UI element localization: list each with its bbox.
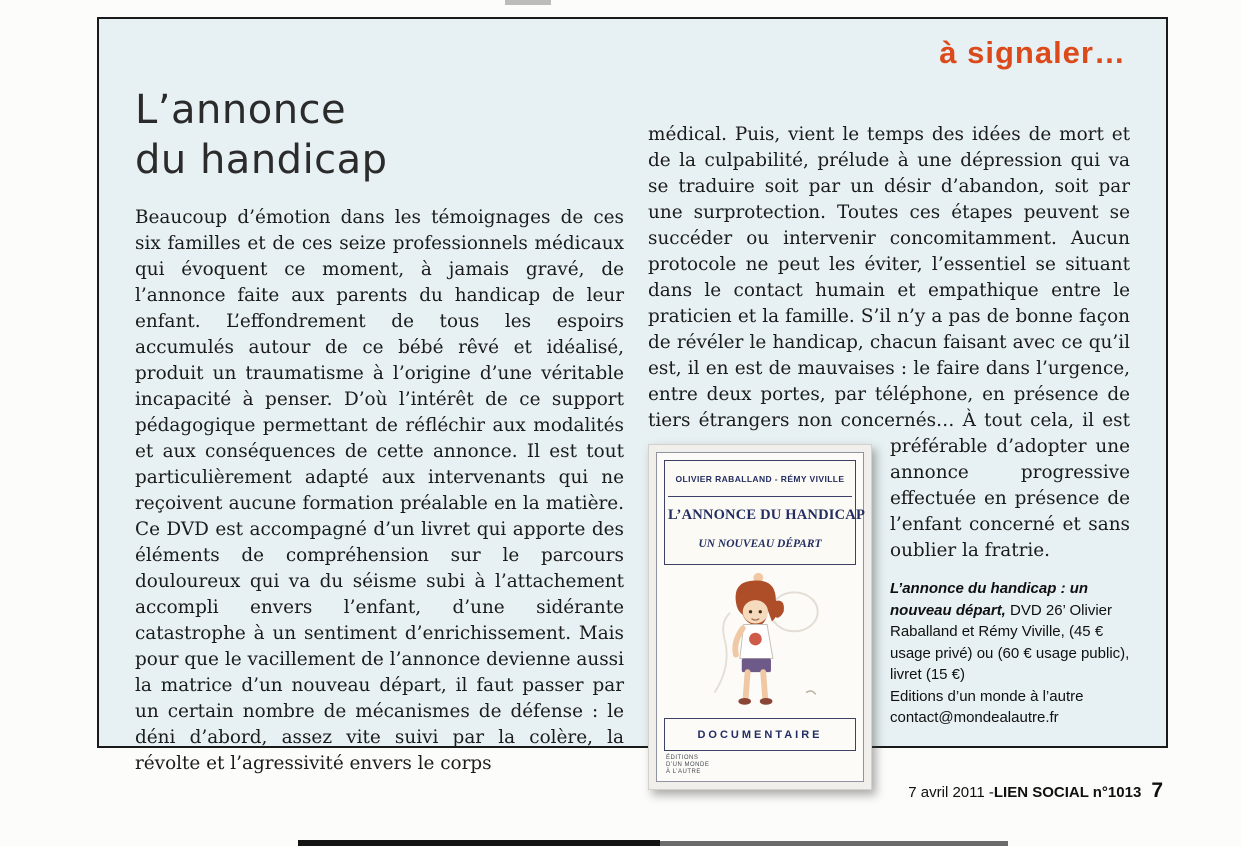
caption-email: contact@mondealautre.fr	[890, 709, 1059, 726]
article-panel	[97, 17, 1168, 775]
dvd-cover-title: L’ANNONCE DU HANDICAP	[668, 507, 866, 523]
caption-details: DVD 26’ Olivier Raballand et Rémy Viville, (45 € usage privé) ou (60 € usage public), livret (15 €)	[890, 601, 1130, 683]
caption-title: L’annonce du handicap : un nouveau départ,	[890, 580, 1089, 619]
publisher-line2: D’UN MONDE	[666, 762, 710, 768]
article-title-line1: L’annonce	[135, 87, 347, 133]
scan-artifact-top-mark	[505, 0, 551, 5]
scan-artifact-bar-gray	[660, 841, 1008, 846]
footer-page-number: 7	[1151, 779, 1163, 802]
publisher-line1: ÉDITIONS	[666, 755, 699, 761]
scan-artifact-bar-dark	[298, 840, 660, 846]
girl-drawing-icon	[697, 568, 824, 714]
article-title-line2: du handicap	[135, 137, 388, 183]
dvd-cover-illustration	[664, 568, 856, 716]
caption-publisher: Editions d’un monde à l’autre	[890, 687, 1084, 705]
footer-magazine-issue: LIEN SOCIAL n°1013	[993, 784, 1142, 801]
dvd-cover-header	[664, 460, 866, 565]
dvd-cover-genre: DOCUMENTAIRE	[664, 718, 856, 751]
dvd-cover-subtitle: UN NOUVEAU DÉPART	[698, 538, 822, 550]
article-title	[135, 85, 388, 185]
page-footer	[908, 779, 1163, 803]
dvd-cover-authors: OLIVIER RABALLAND - RÉMY VIVILLE	[668, 466, 852, 497]
paragraph-right-beside-image: cela, il est préférable d’adopter une annonce progressive effectuée en présence de l’enfant concerné et sans oublier la fratrie.	[890, 410, 1131, 561]
article-column-left	[135, 205, 624, 777]
article-column-right	[648, 122, 1130, 794]
dvd-cover-publisher-logo	[664, 755, 856, 776]
publisher-line3: À L’AUTRE	[666, 769, 701, 775]
paragraph-left: Beaucoup d’émotion dans les témoignages de ces six familles et de ces seize professionnels médicaux qui évoquent ce moment, à jamais gravé, de l’annonce faite aux parents du handicap de leur enfant. L’effondrement de tous les espoirs accumulés autour de ce bébé rêvé et idéalisé, produit un traumatisme à l’origine d’une véritable incapacité à penser. D’où l’intérêt de ce support pédagogique permettant de réfléchir aux modalités et aux conséquences de cette annonce. Il est tout particulièrement adapté aux intervenants qui ne reçoivent aucune formation préalable en la matière. Ce DVD est accompagné d’un livret qui apporte des éléments de compréhension sur le parcours douloureux qui va du séisme subi à l’attachement accompli envers l’enfant, d’une sidérante catastrophe à un sentiment d’enrichissement. Mais pour que le vacillement de l’annonce devienne aussi la matrice d’un nouveau départ, il faut passer par un certain nombre de mécanismes de défense : le déni d’abord, assez vite suivi par la colère, la révolte et l’agressivité envers le corps	[135, 207, 624, 774]
dvd-cover	[656, 452, 864, 782]
section-label: à signaler…	[939, 35, 1126, 70]
paragraph-right-top: médical. Puis, vient le temps des idées de mort et de la culpabilité, prélude à une dépression qui va se traduire soit par un désir d’abandon, soit par une surprotection. Toutes ces étapes peuvent se succéder ou intervenir concomitamment. Aucun protocole ne peut les éviter, l’essentiel se situant dans le contact humain et empathique entre le praticien et la famille. S’il n’y a pas de bonne façon de révéler le handicap, chacun faisant avec ce qu’il est, il en est de mauvaises : le faire dans l’urgence, entre deux portes, par téléphone, en présence de tiers étrangers non concernés… À tout	[648, 124, 1130, 431]
footer-date: 7 avril 2011 -	[908, 784, 994, 801]
dvd-cover-photo	[648, 444, 872, 790]
